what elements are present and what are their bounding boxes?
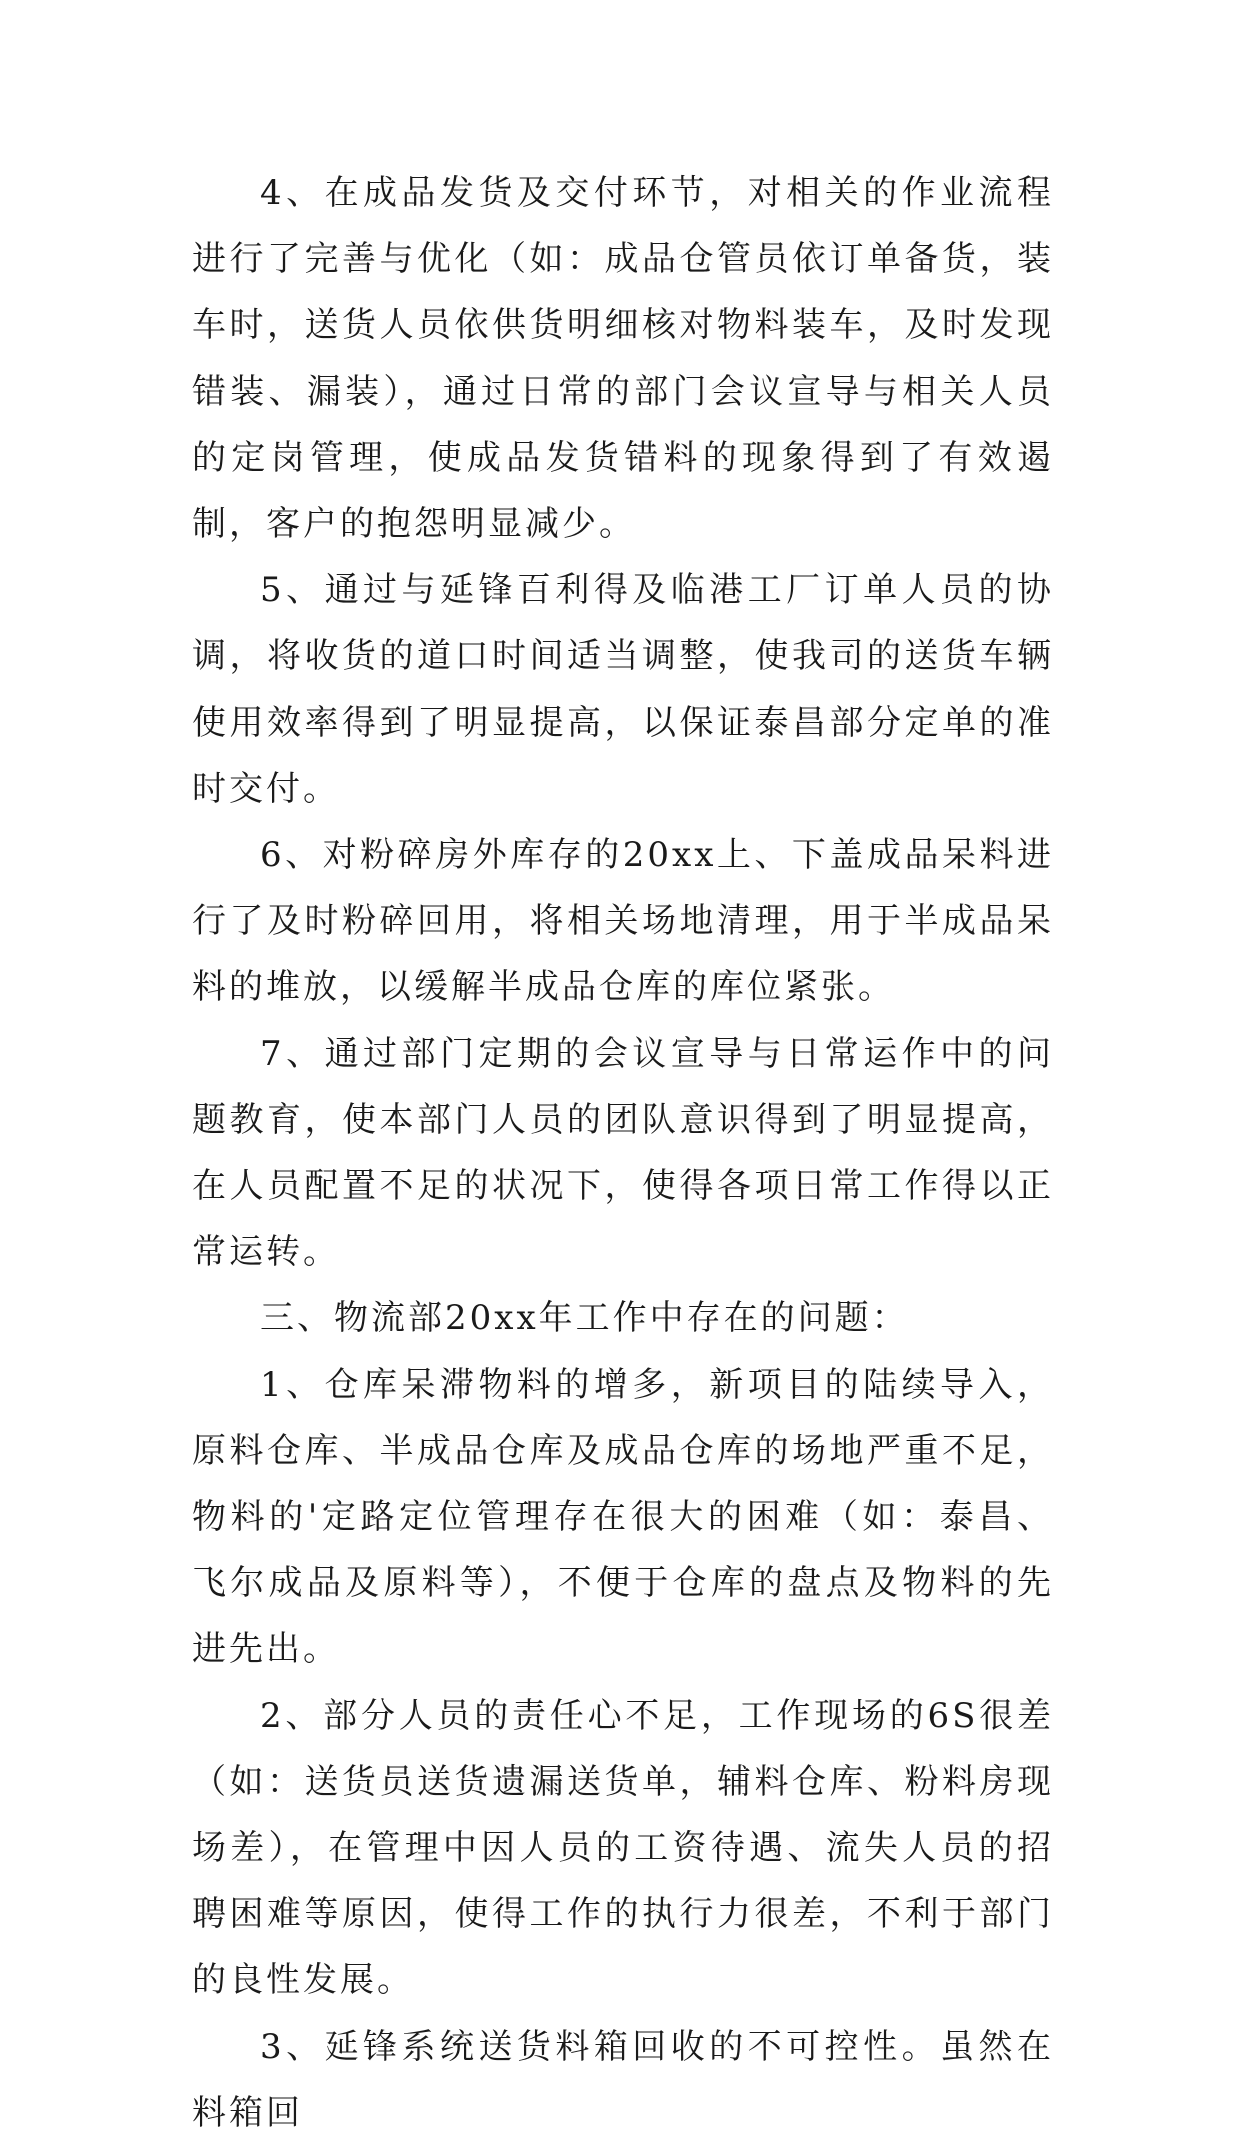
section-heading-problems: 三、物流部20xx年工作中存在的问题： xyxy=(260,1298,909,1339)
paragraph-finished-goods-delivery: 4、在成品发货及交付环节，对相关的作业流程进行了完善与优化（如：成品仓管员依订单备货，装车时，送货人员依供货明细核对物料装车，及时发现错装、漏装），通过日常的部门会议宣导与相关人员的定岗管理，使成品发货错料的现象得到了有效遏制，客户的抱怨明显减少。 xyxy=(192,173,1054,545)
paragraph-scrap-recycling: 6、对粉碎房外库存的20xx上、下盖成品呆料进行了及时粉碎回用，将相关场地清理，用于半成品呆料的堆放，以缓解半成品仓库的库位紧张。 xyxy=(192,835,1054,1008)
paragraph-crate-recovery: 3、延锋系统送货料箱回收的不可控性。虽然在料箱回 xyxy=(192,2026,1054,2133)
paragraph-staff-responsibility: 2、部分人员的责任心不足，工作现场的6S很差（如：送货员送货遗漏送货单，辅料仓库、粉料房现场差），在管理中因人员的工资待遇、流失人员的招聘困难等原因，使得工作的执行力很差，不利于部门的良性发展。 xyxy=(192,1695,1054,2001)
paragraph-team-awareness: 7、通过部门定期的会议宣导与日常运作中的问题教育，使本部门人员的团队意识得到了明显提高，在人员配置不足的状况下，使得各项日常工作得以正常运转。 xyxy=(192,1033,1054,1273)
document-body xyxy=(192,160,1054,2146)
paragraph-warehouse-space: 1、仓库呆滞物料的增多，新项目的陆续导入，原料仓库、半成品仓库及成品仓库的场地严重不足，物料的'定路定位管理存在很大的困难（如：泰昌、飞尔成品及原料等），不便于仓库的盘点及物料的先进先出。 xyxy=(192,1364,1054,1670)
paragraph-dock-time-adjustment: 5、通过与延锋百利得及临港工厂订单人员的协调，将收货的道口时间适当调整，使我司的送货车辆使用效率得到了明显提高，以保证泰昌部分定单的准时交付。 xyxy=(192,570,1054,809)
